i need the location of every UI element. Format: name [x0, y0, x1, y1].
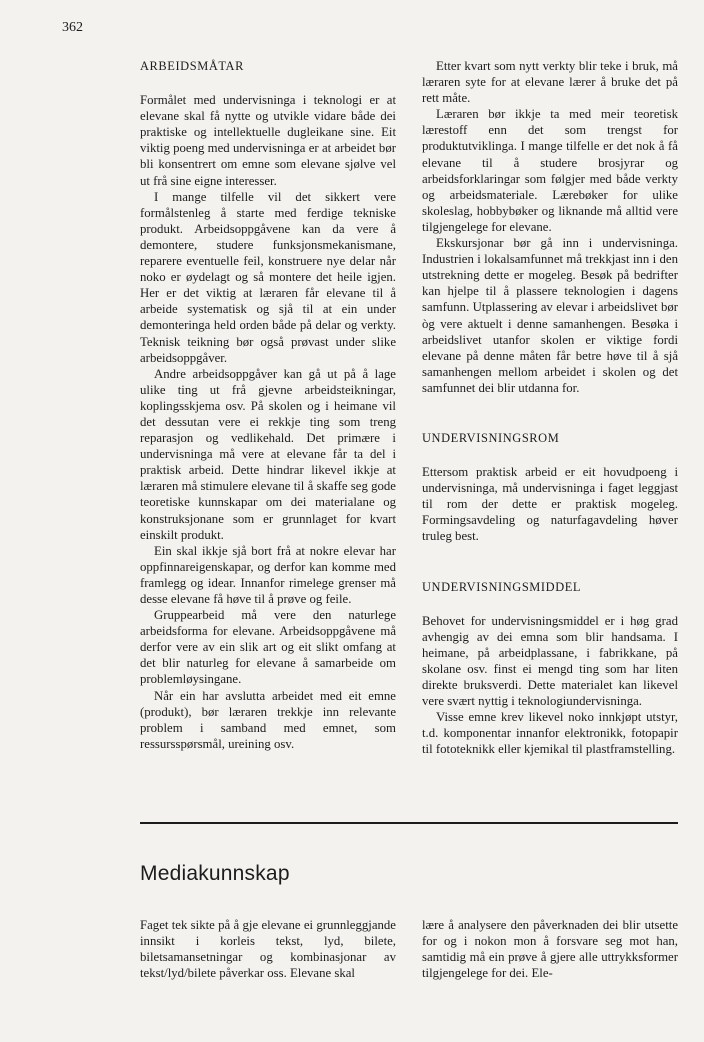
- paragraph: Ein skal ikkje sjå bort frå at nokre elevar har oppfinnareigenskapar, og derfor kan komme med framlegg og idear. Innanfor rimelege grenser må desse elevane få høve til å prøve og feile.: [140, 543, 396, 606]
- paragraph: Når ein har avslutta arbeidet med eit emne (produkt), bør læraren trekkje inn relevante problem i samband med emnet, som ressursspørsmål, ureining osv.: [140, 688, 396, 751]
- paragraph: Formålet med undervisninga i teknologi er at elevane skal få nytte og utvikle vidare både dei praktiske og intellektuelle dugleikane sine. Eit viktig poeng med undervisninga er at arbeidet bør bli konsentrert om emne som elevane sjølve vel ut frå sine eigne interesser.: [140, 93, 396, 188]
- right-column: [422, 58, 678, 757]
- horizontal-rule: [140, 822, 678, 824]
- section-spacer: [422, 396, 678, 430]
- section-heading-undervisningsmiddel: UNDERVISNINGSMIDDEL: [422, 579, 582, 594]
- media-left-column: [140, 917, 396, 981]
- media-right-column: [422, 917, 678, 981]
- paragraph: Andre arbeidsoppgåver kan gå ut på å lage ulike ting ut frå gjevne arbeidsteikningar, koplingsskjema osv. På skolen og i heimane vil det dessutan vere ei rekkje ting som treng reparasjon og vedlikehald. Det primære i undervisninga må vere at elevane får ta del i praktisk arbeid. Dette hindrar likevel ikkje at læraren må stimulere elevane til å skaffe seg gode teoretiske kunnskapar om dei materialane og konstruksjonane som er grunnlaget for kvart einskilt produkt.: [140, 366, 396, 542]
- section-heading-arbeidsmatar: ARBEIDSMÅTAR: [140, 59, 244, 73]
- page-number: 362: [62, 20, 83, 35]
- paragraph: Faget tek sikte på å gje elevane ei grunnleggjande innsikt i korleis tekst, lyd, bilete, biletsamansetningar og kombinasjonar av tekst/lyd/bilete påverkar oss. Elevane skal: [140, 918, 396, 981]
- paragraph: Gruppearbeid må vere den naturlege arbeidsforma for elevane. Arbeidsoppgåvene må derfor vere av ein slik art og eit slikt omfang at det blir naturleg for elevane å samarbeide om problemløysingane.: [140, 608, 396, 687]
- left-column: [140, 58, 396, 752]
- section-spacer: [422, 545, 678, 579]
- paragraph: I mange tilfelle vil det sikkert vere formålstenleg å starte med ferdige tekniske produkt. Arbeidsoppgåvene kan da vere å demontere, studere funksjonsmekanismane, reparere eventuelle feil, konstruere nye delar når noko er øydelagt og så montere det heile igjen. Her er det viktig at læraren får elevane til å arbeide systematisk og sjå til at ein under demonteringa held orden både på delar og verkty. Teknisk teikning bør også prøvast under slike arbeidsoppgåver.: [140, 189, 396, 365]
- paragraph: Etter kvart som nytt verkty blir teke i bruk, må læraren syte for at elevane lærer å bruke det på rett måte.: [422, 59, 678, 106]
- paragraph: lære å analysere den påverknaden dei blir utsette for og i nokon mon å forsvare seg mot han, samtidig må ein prøve å gjere alle uttrykksformer tilgjengelege for dei. Ele-: [422, 918, 678, 981]
- section-title-mediakunnskap: Mediakunnskap: [140, 862, 290, 885]
- section-heading-undervisningsrom: UNDERVISNINGSROM: [422, 430, 560, 445]
- paragraph: Læraren bør ikkje ta med meir teoretisk lærestoff enn det som trengst for produktutviklinga. I mange tilfelle er det nok å få elevane til å studere brosjyrar og arbeidsforklaringar som følgjer med både verkty og arbeidsmateriale. Lærebøker for ulike skoleslag, hobbybøker og liknande må alltid vere tilgjengelege for elevane.: [422, 107, 678, 234]
- paragraph: Ettersom praktisk arbeid er eit hovudpoeng i undervisninga, må undervisninga i faget leggjast til rom der dette er praktisk mogeleg. Formingsavdeling og naturfagavdeling høver truleg best.: [422, 465, 678, 544]
- paragraph: Visse emne krev likevel noko innkjøpt utstyr, t.d. komponentar innanfor elektronikk, fotopapir til fototeknikk eller kjemikal til plastframstelling.: [422, 710, 678, 757]
- paragraph: Ekskursjonar bør gå inn i undervisninga. Industrien i lokalsamfunnet må trekkjast inn i den utstrekning dette er mogeleg. Besøk på bedrifter kan hjelpe til å plassere teknologien i dagens samfunn. Utplassering av elevar i arbeidslivet bør òg vere aktuelt i denne samanhengen. Besøka i arbeidslivet utanfor skolen er viktige fordi elevane på denne måten får betre høve til å sjå samanhengen mellom arbeidet i skolen og det samfunnet dei blir utdanna for.: [422, 236, 678, 395]
- paragraph: Behovet for undervisningsmiddel er i høg grad avhengig av dei emna som blir handsama. I heimane, på arbeidplassane, i fabrikkane, på skolane osv. finst ei mengd ting som har liten direkte bruksverdi. Dette materialet kan likevel vere svært nyttig i teknologiundervisninga.: [422, 613, 678, 709]
